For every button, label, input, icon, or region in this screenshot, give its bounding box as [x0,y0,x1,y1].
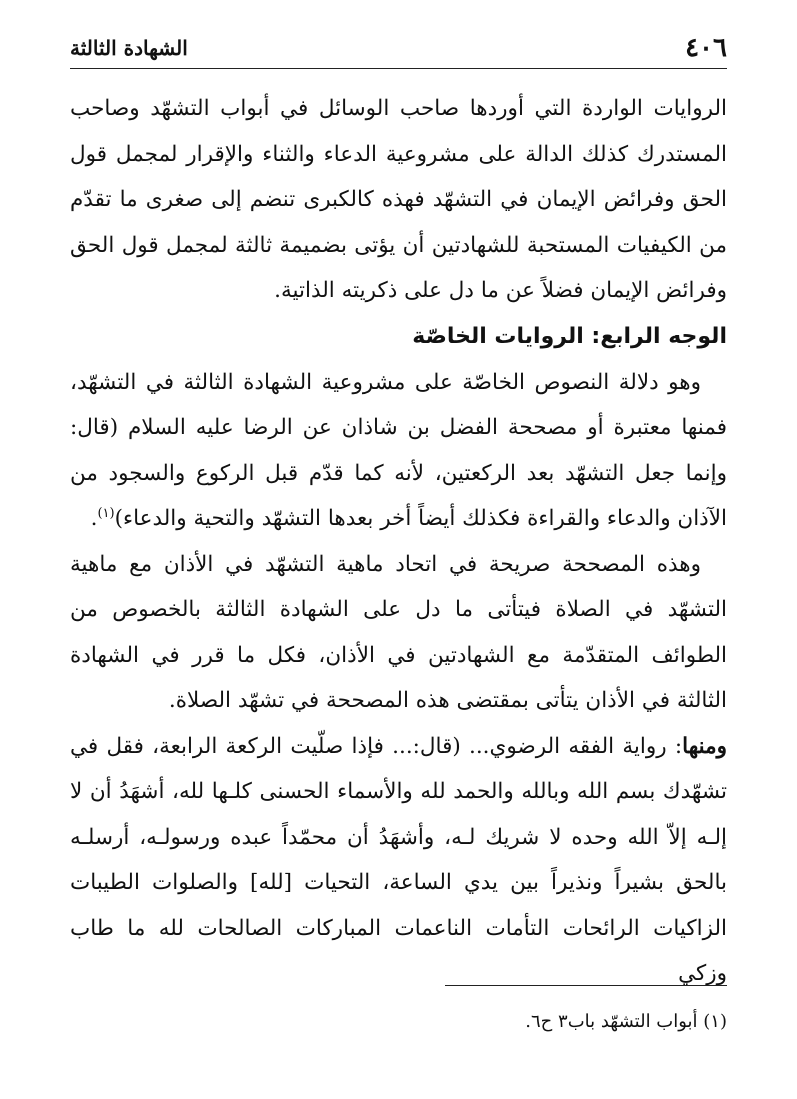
paragraph [70,724,727,997]
paragraph: الروايات الواردة التي أوردها صاحب الوسائل في أبواب التشهّد وصاحب المستدرك كذلك الدالة على مشروعية الدعاء والثناء والإقرار لمجمل قول الحق وفرائض الإيمان في التشهّد فهذه كالكبرى تنضم إلى صغرى ما تقدّم من الكيفيات المستحبة للشهادتين أن يؤتى بضميمة ثالثة لمجمل قول الحق وفرائض الإيمان فضلاً عن ما دل على ذكريته الذاتية. [70,96,727,303]
paragraph: وهذه المصححة صريحة في اتحاد ماهية التشهّد في الأذان مع ماهية التشهّد في الصلاة فيتأتى ما دل على الشهادة الثالثة بالخصوص من الطوائف المتقدّمة مع الشهادتين في الأذان، فكل ما قرر في الشهادة الثالثة في الأذان يتأتى بمقتضى هذه المصححة في تشهّد الصلاة. [70,551,727,713]
page-number: ٤٠٦ [685,33,727,63]
paragraph-end: . [90,506,98,531]
footnote: (١) أبواب التشهّد باب٣ ح٦. [525,1011,727,1032]
paragraph-text: : رواية الفقه الرضوي... (قال:... فإذا صلّيت الركعة الرابعة، فقل في تشهّدك بسم الله وبالله والحمد لله والأسماء الحسنى كلـها لله، أشهَدُ أن لا إلـه إلاّ الله وحده لا شريك لـه، وأشهَدُ أن محمّداً عبده ورسولـه، أرسلـه بالحق بشيراً ونذيراً بين يدي الساعة، التحيات [لله] والصلوات الطيبات الزاكيات الرائحات التأمات الناعمات المباركات الصالحات لله ما طاب وزكي [70,733,727,986]
section-heading: الوجه الرابع: الروايات الخاصّة [412,323,727,349]
paragraph-text: وهو دلالة النصوص الخاصّة على مشروعية الشهادة الثالثة في التشهّد، فمنها معتبرة أو مصححة الفضل بن شاذان عن الرضا عليه السلام (قال: وإنما جعل التشهّد بعد الركعتين، لأنه كما قدّم قبل الركوع والسجود من الآذان والدعاء والقراءة فكذلك أيضاً أخر بعدها التشهّد والتحية والدعاء) [70,369,727,531]
paragraph-lead: ومنها [682,733,727,759]
footnote-divider [445,985,727,986]
page-header [70,30,727,66]
paragraph [70,360,727,542]
footnote-reference[interactable]: (١) [97,505,115,521]
body-text [70,86,727,997]
running-title: الشهادة الثالثة [70,36,188,60]
header-divider [70,68,727,69]
